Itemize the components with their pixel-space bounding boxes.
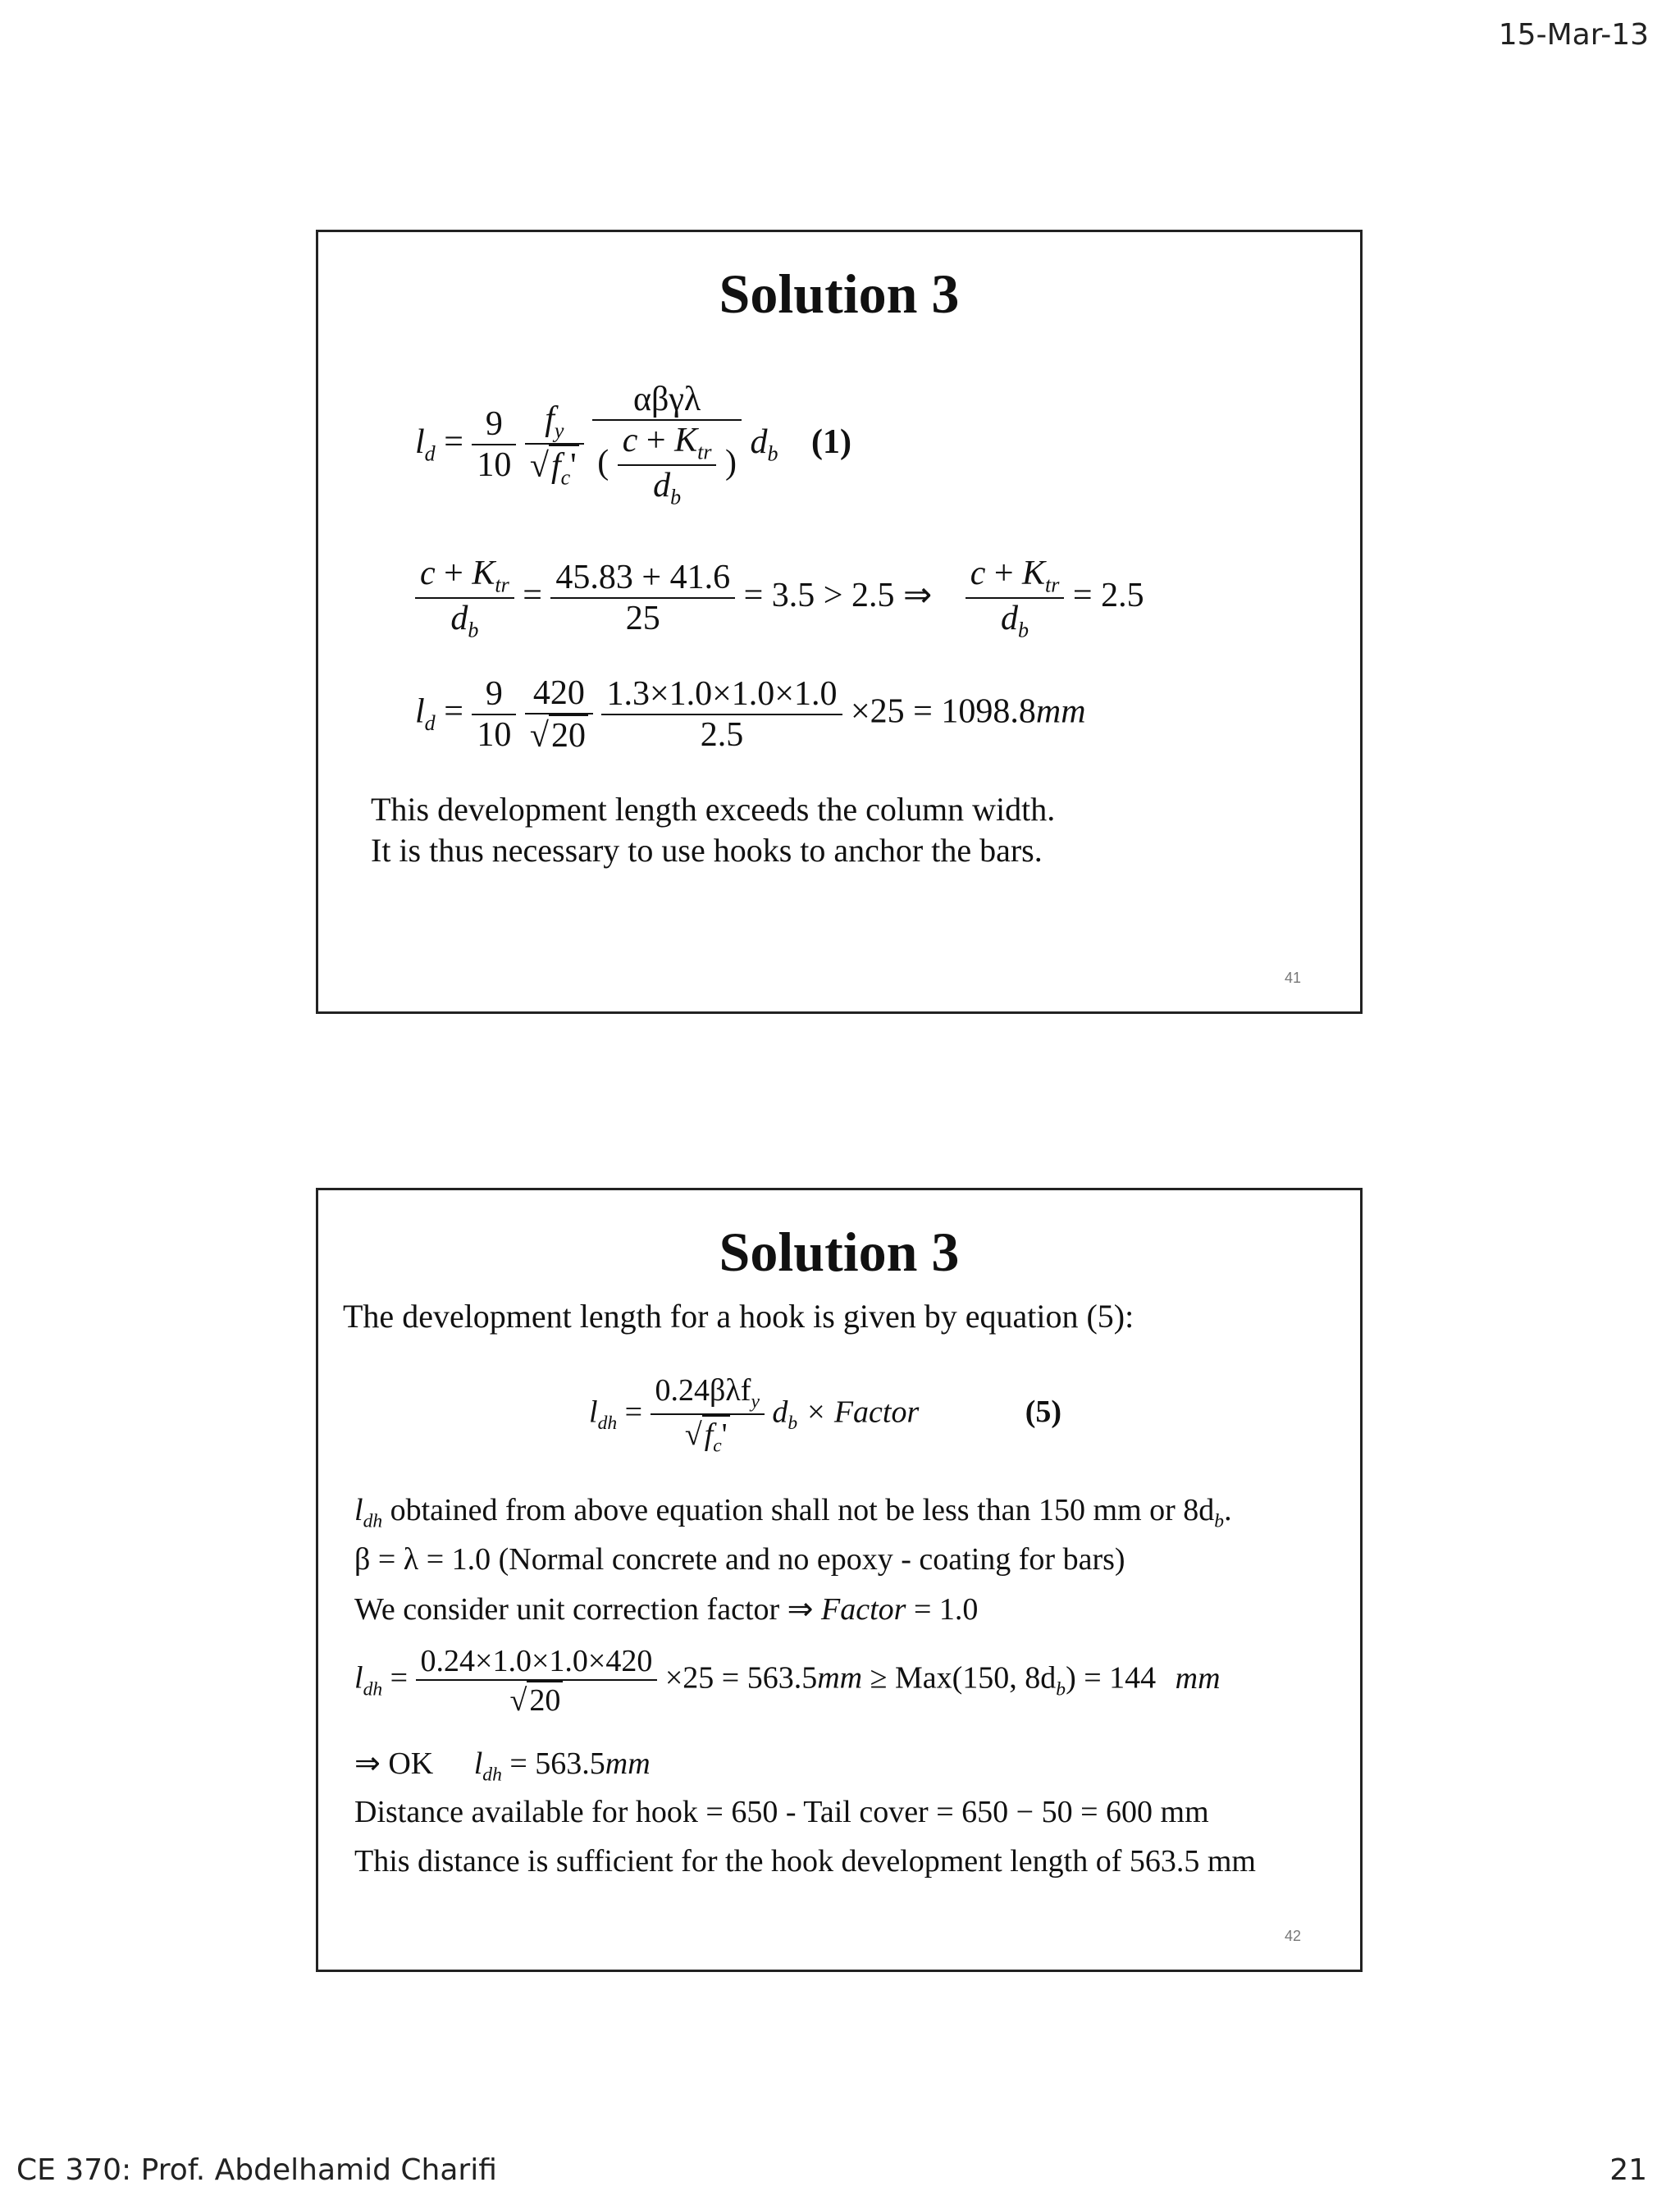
slide-title: Solution 3 xyxy=(719,262,960,325)
slide-41 xyxy=(316,230,1363,1014)
equation-2: $\frac{c + K_{tr}}{d_b}$ = $\frac{45.83 + 41.6}{25}$ = 3.5 > 2.5 ⇒ $\frac{c + K_{tr}}{d_b}$ = 2.5 xyxy=(415,554,1144,643)
equation-6: $l_{dh}$ = $\frac{0.24\times 1.0\times 1.0\times 420}{√20}$ ×25 = 563.5mm ≥ Max(150, $8d_b) = 144$ mm xyxy=(354,1644,1221,1718)
body-text-line: It is thus necessary to use hooks to anchor the bars. xyxy=(371,832,1043,869)
equation-1: $l_d$ = $\frac{9}{10}$ $\frac{f_y}{√f_c'}$ αβγλ ( $\frac{c + K_{tr}}{d_b}$ ) $d_b$ (1) xyxy=(415,381,851,509)
factor-text: We consider unit correction factor ⇒ Factor = 1.0 xyxy=(354,1592,979,1627)
limit-text: $l_{dh}$ obtained from above equation shall not be less than 150 mm or $8d_b$. xyxy=(354,1493,1232,1532)
slide-number: 42 xyxy=(1284,1928,1301,1944)
distance-text: Distance available for hook = 650 - Tail cover = 650 − 50 = 600 mm xyxy=(354,1795,1209,1829)
slide-42 xyxy=(316,1188,1363,1972)
slide-title: Solution 3 xyxy=(719,1221,960,1283)
equation-tag: (1) xyxy=(811,423,851,462)
equation-3: $l_d$ = $\frac{9}{10}$ $\frac{420}{√20}$ $\frac{1.3\times 1.0\times 1.0\times 1.0}{2.5}$ ×25 = 1098.8mm xyxy=(415,674,1086,755)
footer-page-number: 21 xyxy=(1609,2153,1647,2187)
body-text-line: This development length exceeds the column width. xyxy=(371,791,1056,828)
conclusion-text: This distance is sufficient for the hook development length of 563.5 mm xyxy=(354,1844,1256,1879)
intro-text: The development length for a hook is given by equation (5): xyxy=(343,1298,1134,1335)
footer-course: CE 370: Prof. Abdelhamid Charifi xyxy=(16,2153,497,2187)
slide-number: 41 xyxy=(1284,970,1301,986)
equation-5: $l_{dh}$ = $\frac{0.24\beta\lambda f_y}{√f_c'}$ $d_b$ × Factor (5) xyxy=(589,1373,1062,1457)
beta-lambda-text: β = λ = 1.0 (Normal concrete and no epoxy - coating for bars) xyxy=(354,1542,1125,1577)
equation-tag: (5) xyxy=(1025,1395,1062,1430)
header-date: 15-Mar-13 xyxy=(1498,18,1649,52)
ok-line: ⇒ OK $l_{dh} = 563.5mm$ xyxy=(354,1746,651,1786)
